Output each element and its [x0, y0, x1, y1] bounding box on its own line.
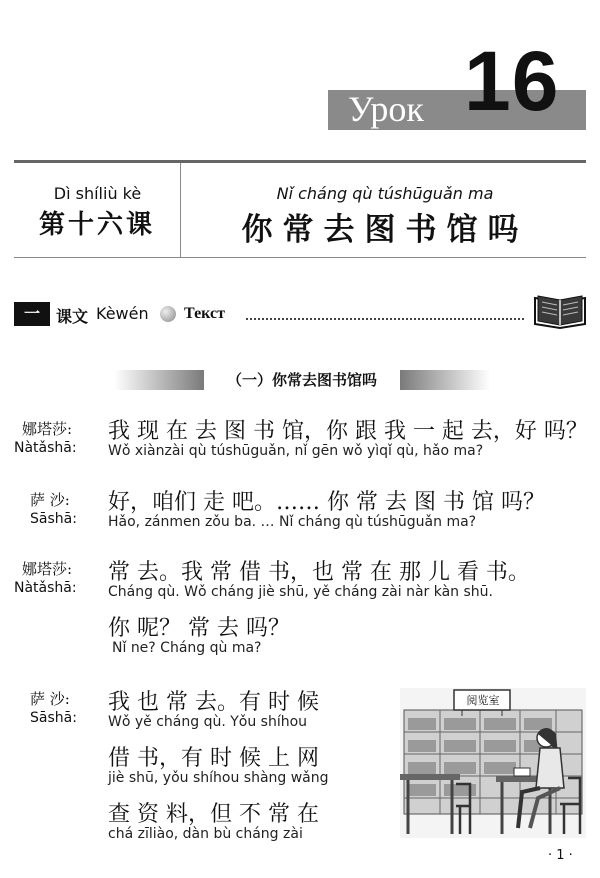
subsection-title: （一）你常去图书馆吗: [226, 371, 377, 389]
section-label-ru: Текст: [184, 305, 225, 322]
lesson-word: Урок: [348, 89, 424, 129]
speaker-name-cn: 娜塔莎:: [22, 560, 73, 578]
reading-room-illustration: [400, 688, 586, 838]
title-divider: [180, 163, 181, 257]
dialogue-line-cn: 我 也 常 去。有 时 候: [108, 690, 319, 715]
lesson-pinyin: Dì shíliù kè: [53, 184, 142, 203]
speaker-name-pinyin: Nàtǎshā:: [14, 440, 77, 456]
lesson-number: 16: [464, 34, 560, 128]
title-cn: 你常去图书馆吗: [241, 212, 529, 248]
reading-room-sign: 阅览室: [466, 694, 500, 707]
speaker-name-pinyin: Sāshā:: [30, 511, 77, 527]
speaker-name-cn: 萨 沙:: [30, 491, 70, 509]
dotted-leader: [246, 318, 524, 320]
dialogue-line-cn: 你 呢？ 常 去 吗？: [108, 616, 290, 641]
section-number: 一: [14, 302, 50, 326]
dialogue-line-pinyin: jiè shū, yǒu shíhou shàng wǎng: [108, 770, 329, 786]
dialogue-line-pinyin: Wǒ yě cháng qù. Yǒu shíhou: [108, 714, 308, 730]
page-number: · 1 ·: [548, 848, 573, 863]
bullet-dot-icon: [160, 306, 176, 322]
dialogue-line-cn: 查 资 料，但 不 常 在: [108, 802, 319, 827]
lesson-cn: 第十六课: [38, 210, 155, 240]
speaker-name-pinyin: Sāshā:: [30, 710, 77, 726]
dialogue-line-cn: 常 去。我 常 借 书，也 常 在 那 儿 看 书。: [108, 560, 530, 585]
title-bottom-rule: [14, 257, 586, 258]
dialogue-line-pinyin: Hǎo, zánmen zǒu ba. … Nǐ cháng qù túshūguǎn ma?: [108, 514, 477, 530]
dialogue-line-pinyin: Cháng qù. Wǒ cháng jiè shū, yě cháng zài nàr kàn shū.: [108, 584, 493, 600]
speaker-name-pinyin: Nàtǎshā:: [14, 580, 77, 596]
dialogue-line-cn: 好，咱们 走 吧。…… 你 常 去 图 书 馆 吗？: [108, 490, 545, 515]
dialogue-line-pinyin: Wǒ xiànzài qù túshūguǎn, nǐ gēn wǒ yìqǐ qù, hǎo ma?: [108, 443, 484, 459]
section-label-cn: 课文: [56, 307, 89, 326]
open-book-icon: [532, 290, 588, 330]
speaker-name-cn: 萨 沙:: [30, 690, 70, 708]
section-label-pinyin: Kèwén: [96, 304, 149, 323]
subtitle-bar-right: [400, 370, 490, 390]
dialogue-line-cn: 我 现 在 去 图 书 馆，你 跟 我 一 起 去，好 吗？: [108, 419, 588, 444]
subtitle-bar-left: [114, 370, 204, 390]
dialogue-line-pinyin: Nǐ ne? Cháng qù ma?: [112, 640, 262, 656]
dialogue-line-pinyin: chá zīliào, dàn bù cháng zài: [108, 826, 303, 842]
dialogue-line-cn: 借 书，有 时 候 上 网: [108, 746, 319, 771]
speaker-name-cn: 娜塔莎:: [22, 420, 73, 438]
title-top-rule: [14, 160, 586, 163]
title-pinyin: Nǐ cháng qù túshūguǎn ma: [276, 184, 494, 203]
